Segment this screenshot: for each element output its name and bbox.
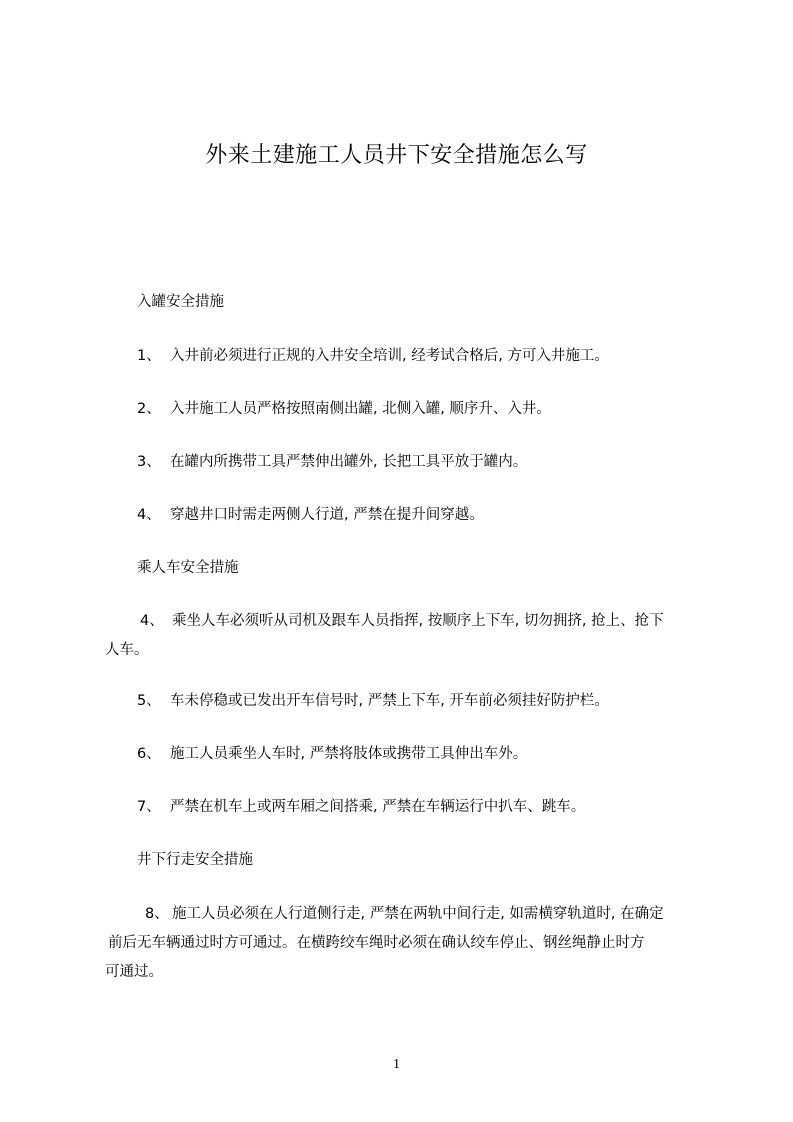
item-text: 入井施工人员严格按照南侧出罐, 北侧入罐, 顺序升、入井。 [170,401,551,417]
section-heading: 井下行走安全措施 [137,852,253,868]
item-number: 5、 [137,693,161,709]
item-text: 乘坐人车必须听从司机及跟车人员指挥, 按顺序上下车, 切勿拥挤, 抢上、抢下 [172,613,664,629]
item-number: 3、 [137,454,161,470]
list-item [137,399,551,419]
list-item [137,797,585,817]
list-item [137,452,527,472]
page-number: 1 [393,1057,400,1072]
item-text-continued: 可通过。 [105,964,163,980]
document-title: 外来土建施工人员井下安全措施怎么写 [205,143,588,168]
item-text: 施工人员乘坐人车时, 严禁将肢体或携带工具伸出车外。 [170,746,528,762]
item-number: 4、 [140,613,164,629]
list-item [105,904,664,991]
list-item [137,505,484,525]
item-text: 在罐内所携带工具严禁伸出罐外, 长把工具平放于罐内。 [170,454,528,470]
section-heading: 入罐安全措施 [137,294,224,310]
item-text: 施工人员必须在人行道侧行走, 严禁在两轨中间行走, 如需横穿轨道时, 在确定 [172,906,664,922]
item-number: 6、 [137,746,161,762]
item-text-continued: 前后无车辆通过时方可通过。在横跨绞车绳时必须在确认绞车停止、钢丝绳静止时方 [108,935,645,951]
item-number: 7、 [137,799,161,815]
item-number: 8、 [145,906,169,922]
item-text: 穿越井口时需走两侧人行道, 严禁在提升间穿越。 [170,507,484,523]
list-item [137,744,527,764]
list-item [105,611,664,669]
item-text: 严禁在机车上或两车厢之间搭乘, 严禁在车辆运行中扒车、跳车。 [170,799,586,815]
list-item [137,691,609,711]
list-item [137,346,609,366]
item-number: 4、 [137,507,161,523]
item-text-continued: 人车。 [105,642,149,658]
item-text: 入井前必须进行正规的入井安全培训, 经考试合格后, 方可入井施工。 [170,348,609,364]
item-text: 车未停稳或已发出开车信号时, 严禁上下车, 开车前必须挂好防护栏。 [170,693,609,709]
item-number: 2、 [137,401,161,417]
section-heading: 乘人车安全措施 [137,560,239,576]
item-number: 1、 [137,348,161,364]
